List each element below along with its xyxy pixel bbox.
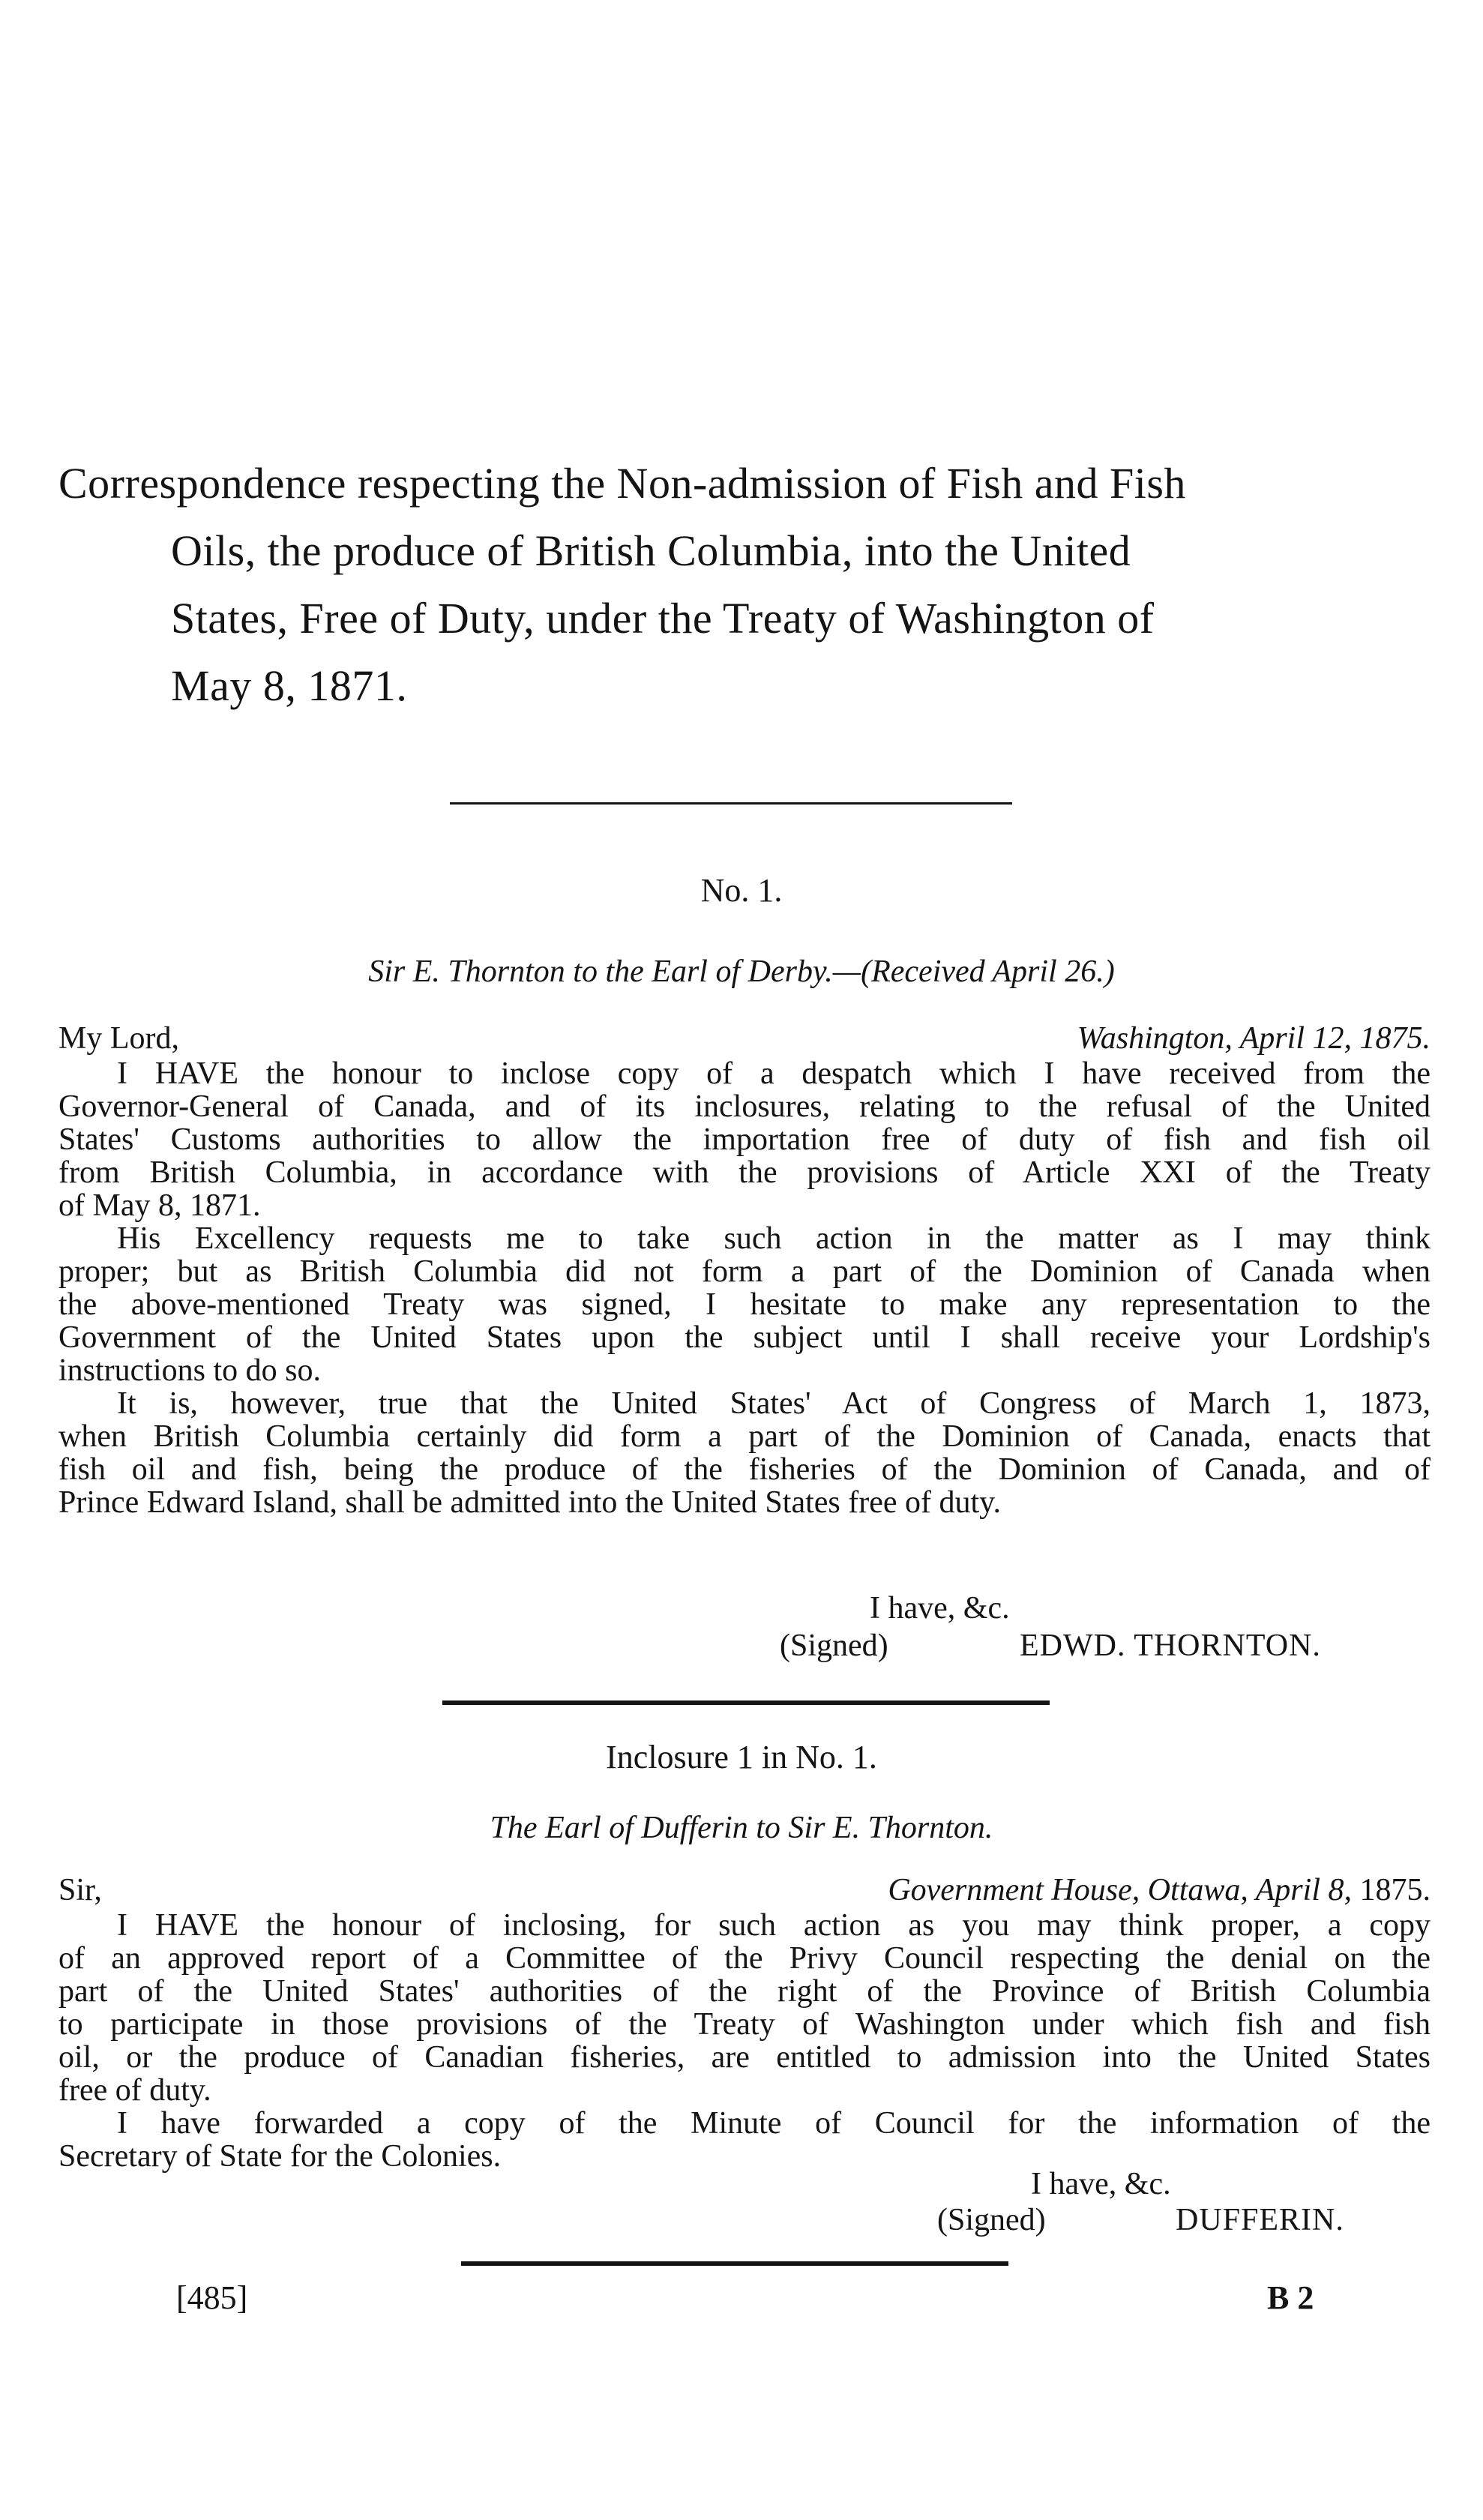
doc1-salutation: My Lord, xyxy=(58,1021,179,1056)
doc1-p1-line-4: from British Columbia, in accordance with the provisions of Article XXI of the Treaty xyxy=(58,1155,1431,1190)
doc1-number: No. 1. xyxy=(700,872,783,909)
doc2-place-date xyxy=(888,1871,1431,1909)
doc1-p3-line-3: fish oil and fish, being the produce of the fisheries of the Dominion of Canada, and of xyxy=(58,1452,1431,1487)
doc2-p2-line-2: Secretary of State for the Colonies. xyxy=(58,2139,502,2174)
doc2-p1-line-2: of an approved report of a Committee of the Privy Council respecting the denial on the xyxy=(58,1941,1431,1976)
footer-signature-mark: B 2 xyxy=(1267,2279,1314,2316)
title-line-1: Correspondence respecting the Non-admission of Fish and Fish xyxy=(58,459,1186,508)
doc1-dash: — xyxy=(832,954,861,989)
doc1-p2-line-1: His Excellency requests me to take such action in the matter as I may think xyxy=(117,1221,1431,1256)
footer-page-ref: [485] xyxy=(176,2279,248,2316)
doc1-signature: EDWD. THORNTON. xyxy=(1020,1629,1321,1663)
doc2-salutation: Sir, xyxy=(58,1873,102,1907)
title-line-2: Oils, the produce of British Columbia, into the United xyxy=(171,526,1131,575)
doc2-salutation-line xyxy=(58,1871,1431,1909)
doc1-divider xyxy=(442,1700,1050,1705)
doc1-p3-line-4: Prince Edward Island, shall be admitted into the United States free of duty. xyxy=(58,1485,1001,1520)
doc1-p3-line-1: It is, however, true that the United States' Act of Congress of March 1, 1873, xyxy=(117,1386,1431,1421)
doc1-p2-line-2: proper; but as British Columbia did not form a part of the Dominion of Canada when xyxy=(58,1254,1431,1289)
doc1-p1-line-1: I HAVE the honour to inclose copy of a despatch which I have received from the xyxy=(117,1056,1431,1091)
doc1-p1-line-3: States' Customs authorities to allow the importation free of duty of fish and fish oil xyxy=(58,1122,1431,1157)
doc1-signed: (Signed) xyxy=(780,1629,888,1663)
title-divider xyxy=(450,802,1012,805)
doc2-p1-line-3: part of the United States' authorities of the right of the Province of British Columbia xyxy=(58,1974,1431,2009)
doc2-p1-line-1: I HAVE the honour of inclosing, for such action as you may think proper, a copy xyxy=(117,1908,1431,1943)
doc2-from-to: The Earl of Dufferin to Sir E. Thornton. xyxy=(490,1811,993,1845)
doc1-p3-line-2: when British Columbia certainly did form a part of the Dominion of Canada, enacts that xyxy=(58,1419,1431,1454)
title-line-3: States, Free of Duty, under the Treaty of Washington of xyxy=(171,594,1155,643)
document-title xyxy=(58,450,1431,720)
doc2-p1-line-4: to participate in those provisions of the Treaty of Washington under which fish and fish xyxy=(58,2007,1431,2042)
doc1-received: (Received April 26.) xyxy=(861,954,1115,989)
doc2-closing: I have, &c. xyxy=(1031,2167,1171,2201)
doc2-p1-line-6: free of duty. xyxy=(58,2073,211,2108)
doc2-number: Inclosure 1 in No. 1. xyxy=(606,1739,877,1775)
doc1-from-to: Sir E. Thornton to the Earl of Derby. xyxy=(368,954,833,989)
doc1-closing: I have, &c. xyxy=(870,1591,1010,1626)
doc1-place-date: Washington, April 12, 1875. xyxy=(1077,1021,1431,1056)
doc2-signed: (Signed) xyxy=(937,2203,1046,2237)
doc1-p2-line-4: Government of the United States upon the subject until I shall receive your Lordship's xyxy=(58,1320,1431,1355)
doc1-salutation-line xyxy=(58,1020,1431,1057)
doc2-body xyxy=(58,1909,1431,2173)
doc2-p1-line-5: oil, or the produce of Canadian fisheries, are entitled to admission into the United States xyxy=(58,2040,1431,2075)
doc1-p2-line-3: the above-mentioned Treaty was signed, I hesitate to make any representation to the xyxy=(58,1287,1431,1322)
doc1-heading xyxy=(0,952,1483,991)
doc1-p2-line-5: instructions to do so. xyxy=(58,1353,322,1388)
doc2-signature: DUFFERIN. xyxy=(1176,2203,1344,2237)
doc2-p2-line-1: I have forwarded a copy of the Minute of Council for the information of the xyxy=(117,2106,1431,2141)
doc1-p1-line-5: of May 8, 1871. xyxy=(58,1188,261,1223)
doc2-place: Government House, Ottawa, April 8, xyxy=(888,1873,1352,1907)
title-line-4: May 8, 1871. xyxy=(171,661,408,710)
doc1-body xyxy=(58,1057,1431,1519)
doc2-year: 1875. xyxy=(1359,1873,1431,1907)
doc2-divider xyxy=(461,2261,1008,2266)
doc1-p1-line-2: Governor-General of Canada, and of its inclosures, relating to the refusal of the United xyxy=(58,1089,1431,1124)
